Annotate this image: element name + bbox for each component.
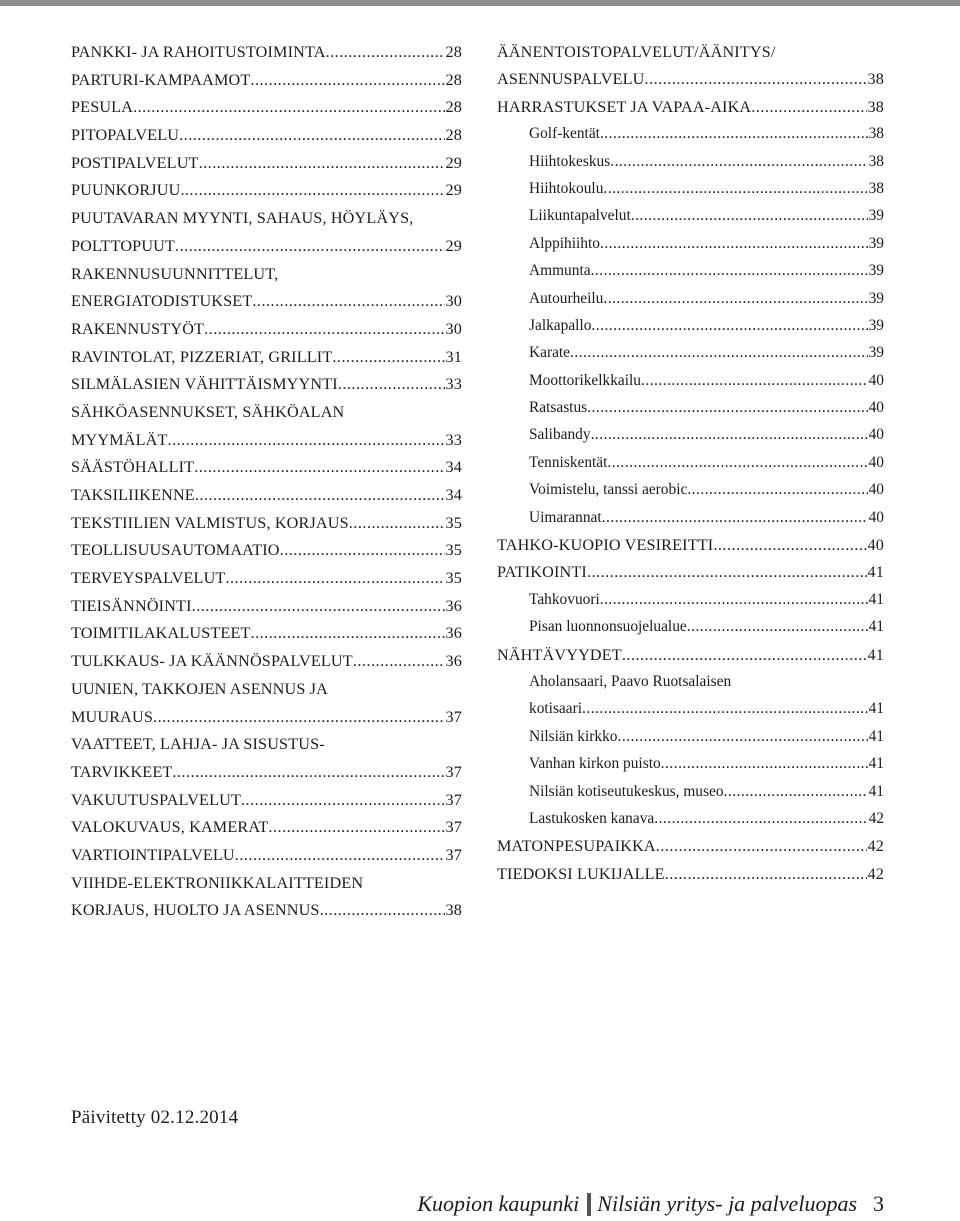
toc-entry-label: TAKSILIIKENNE bbox=[71, 486, 195, 504]
toc-page-number: 42 bbox=[867, 837, 884, 856]
toc-entry bbox=[71, 232, 462, 260]
toc-entry-label: VARTIOINTIPALVELU bbox=[71, 845, 235, 864]
toc-page-number: 39 bbox=[868, 289, 884, 307]
toc-leader-dots bbox=[661, 750, 868, 778]
toc-page-number: 37 bbox=[445, 845, 462, 864]
toc-entry-label: TIEISÄNNÖINTI bbox=[71, 596, 192, 615]
toc-leader-dots bbox=[320, 896, 445, 924]
toc-entry-label: Autourheilu bbox=[529, 289, 604, 307]
page-number: 3 bbox=[873, 1191, 884, 1216]
toc-leader-dots bbox=[179, 121, 444, 149]
toc-entry bbox=[71, 786, 462, 814]
toc-leader-dots bbox=[618, 723, 868, 751]
toc-page-number: 39 bbox=[868, 316, 884, 334]
toc-leader-dots bbox=[641, 367, 868, 395]
toc-leader-dots bbox=[250, 66, 444, 94]
toc-entry bbox=[497, 38, 884, 65]
toc-leader-dots bbox=[602, 504, 868, 532]
footer-city: Kuopion kaupunki bbox=[417, 1191, 580, 1216]
toc-subentry bbox=[497, 723, 884, 750]
toc-entry bbox=[71, 869, 462, 897]
toc-leader-dots bbox=[326, 38, 445, 66]
toc-entry-label: SILMÄLASIEN VÄHITTÄISMYYNTI bbox=[71, 375, 338, 394]
toc-entry bbox=[497, 641, 884, 668]
toc-leader-dots bbox=[153, 703, 444, 731]
toc-page-number: 41 bbox=[868, 727, 884, 745]
toc-entry bbox=[71, 66, 462, 94]
toc-page-number: 35 bbox=[445, 513, 462, 532]
toc-page-number: 41 bbox=[867, 563, 884, 582]
toc-entry-label: TOIMITILAKALUSTEET bbox=[71, 624, 251, 643]
toc-entry-label: VAATTEET, LAHJA- JA SISUSTUS- bbox=[71, 735, 325, 754]
toc-subentry bbox=[497, 230, 884, 257]
toc-entry bbox=[71, 592, 462, 620]
toc-page-number: 28 bbox=[445, 43, 462, 61]
toc-leader-dots bbox=[687, 476, 867, 504]
toc-subentry bbox=[497, 120, 884, 147]
toc-page-number: 37 bbox=[445, 762, 462, 781]
toc-page-number: 37 bbox=[445, 790, 462, 809]
toc-page-number: 40 bbox=[868, 453, 884, 471]
toc-entry-label: Uimarannat bbox=[529, 508, 602, 526]
footer-separator bbox=[587, 1193, 591, 1216]
toc-leader-dots bbox=[591, 421, 868, 449]
toc-entry-label: Nilsiän kotiseutukeskus, museo bbox=[529, 782, 724, 800]
toc-leader-dots bbox=[133, 93, 444, 121]
toc-leader-dots bbox=[338, 370, 445, 398]
toc-leader-dots bbox=[603, 175, 867, 203]
toc-page-number: 28 bbox=[445, 70, 462, 89]
toc-entry-label: TEKSTIILIEN VALMISTUS, KORJAUS bbox=[71, 513, 349, 532]
toc-page-number: 38 bbox=[867, 97, 884, 116]
toc-entry-label: NÄHTÄVYYDET bbox=[497, 645, 622, 664]
toc-leader-dots bbox=[180, 176, 444, 204]
toc-entry bbox=[71, 204, 462, 232]
toc-leader-dots bbox=[587, 558, 867, 586]
toc-entry-label: HARRASTUKSET JA VAPAA-AIKA bbox=[497, 97, 752, 116]
toc-entry bbox=[71, 426, 462, 454]
toc-entry-label: VAKUUTUSPALVELUT bbox=[71, 790, 241, 809]
updated-date: Päivitetty 02.12.2014 bbox=[71, 1107, 239, 1128]
toc-page-number: 42 bbox=[868, 809, 884, 827]
toc-entry-label: ASENNUSPALVELU bbox=[497, 70, 645, 89]
toc-right-column bbox=[497, 38, 884, 887]
toc-leader-dots bbox=[713, 531, 866, 559]
toc-subentry bbox=[497, 750, 884, 777]
toc-subentry bbox=[497, 504, 884, 531]
toc-page-number: 29 bbox=[445, 236, 462, 255]
toc-page-number: 40 bbox=[867, 536, 884, 555]
toc-entry-label: Aholansaari, Paavo Ruotsalaisen bbox=[529, 672, 732, 690]
toc-entry-label: Liikuntapalvelut bbox=[529, 207, 631, 225]
toc-entry bbox=[71, 564, 462, 592]
toc-subentry bbox=[497, 312, 884, 339]
toc-entry-label: Voimistelu, tanssi aerobic bbox=[529, 481, 688, 499]
toc-entry bbox=[497, 65, 884, 92]
toc-entry-label: PUUTAVARAN MYYNTI, SAHAUS, HÖYLÄYS, bbox=[71, 209, 414, 228]
toc-page-number: 38 bbox=[445, 901, 462, 920]
toc-leader-dots bbox=[168, 426, 445, 454]
toc-entry-label: RAKENNUSTYÖT bbox=[71, 319, 205, 338]
toc-page-number: 38 bbox=[868, 152, 884, 170]
page-footer bbox=[417, 1191, 884, 1217]
toc-entry-label: PITOPALVELU bbox=[71, 126, 180, 145]
toc-entry bbox=[71, 536, 462, 564]
toc-entry bbox=[71, 38, 462, 66]
toc-page-number: 28 bbox=[445, 126, 462, 145]
toc-entry-label: PESULA bbox=[71, 98, 134, 117]
toc-entry bbox=[497, 93, 884, 120]
toc-entry bbox=[71, 260, 462, 288]
toc-leader-dots bbox=[631, 202, 868, 230]
toc-subentry bbox=[497, 476, 884, 503]
toc-entry-label: VIIHDE-ELEKTRONIIKKALAITTEIDEN bbox=[71, 873, 364, 892]
toc-page-number: 42 bbox=[867, 864, 884, 883]
toc-leader-dots bbox=[665, 860, 867, 888]
toc-leader-dots bbox=[607, 449, 867, 477]
toc-page-number: 35 bbox=[445, 569, 462, 588]
toc-leader-dots bbox=[241, 786, 445, 814]
toc-page-number: 41 bbox=[868, 700, 884, 718]
toc-subentry bbox=[497, 805, 884, 832]
toc-leader-dots bbox=[192, 592, 445, 620]
toc-page-number: 33 bbox=[445, 375, 462, 394]
toc-entry bbox=[71, 121, 462, 149]
toc-page-number: 34 bbox=[445, 486, 462, 504]
toc-page-number: 39 bbox=[868, 234, 884, 252]
toc-page-number: 36 bbox=[445, 624, 462, 643]
toc-leader-dots bbox=[349, 509, 445, 537]
toc-entry-label: PARTURI-KAMPAAMOT bbox=[71, 70, 251, 89]
toc-subentry bbox=[497, 695, 884, 722]
toc-page-number: 36 bbox=[445, 652, 462, 671]
toc-entry-label: Salibandy bbox=[529, 426, 591, 444]
toc-entry bbox=[71, 509, 462, 537]
toc-subentry bbox=[497, 202, 884, 229]
toc-entry-label: RAKENNUSUUNNITTELUT, bbox=[71, 264, 279, 283]
toc-leader-dots bbox=[622, 641, 867, 669]
toc-entry-label: MATONPESUPAIKKA bbox=[497, 837, 656, 856]
toc-page-number: 39 bbox=[868, 262, 884, 280]
toc-leader-dots bbox=[610, 148, 867, 176]
toc-page-number: 41 bbox=[868, 618, 884, 636]
toc-entry-label: Lastukosken kanava bbox=[529, 809, 655, 827]
toc-entry-label: Vanhan kirkon puisto bbox=[529, 755, 661, 773]
toc-entry bbox=[71, 758, 462, 786]
toc-leader-dots bbox=[751, 93, 866, 121]
toc-leader-dots bbox=[175, 232, 444, 260]
toc-entry-label: Golf-kentät bbox=[529, 125, 600, 143]
toc-subentry bbox=[497, 367, 884, 394]
toc-entry-label: TEOLLISUUSAUTOMAATIO bbox=[71, 541, 280, 560]
toc-entry-label: Moottorikelkkailu bbox=[529, 371, 641, 389]
toc-subentry bbox=[497, 394, 884, 421]
toc-entry-label: TERVEYSPALVELUT bbox=[71, 569, 226, 588]
toc-entry bbox=[71, 398, 462, 426]
toc-leader-dots bbox=[353, 647, 445, 675]
toc-entry-label: UUNIEN, TAKKOJEN ASENNUS JA bbox=[71, 679, 328, 698]
toc-entry-label: ÄÄNENTOISTOPALVELUT/ÄÄNITYS/ bbox=[497, 43, 776, 61]
toc-entry-label: MUURAUS bbox=[71, 707, 154, 726]
toc-entry bbox=[71, 675, 462, 703]
toc-leader-dots bbox=[600, 120, 868, 148]
toc-entry-label: SÄHKÖASENNUKSET, SÄHKÖALAN bbox=[71, 402, 345, 421]
toc-entry bbox=[71, 619, 462, 647]
toc-page-number: 36 bbox=[445, 596, 462, 615]
toc-page-number: 33 bbox=[445, 430, 462, 449]
toc-subentry bbox=[497, 778, 884, 805]
toc-entry-label: MYYMÄLÄT bbox=[71, 430, 168, 449]
toc-leader-dots bbox=[332, 343, 444, 371]
toc-page-number: 40 bbox=[868, 508, 884, 526]
footer-guide-title: Nilsiän yritys- ja palveluopas bbox=[597, 1191, 857, 1216]
toc-page-number: 38 bbox=[868, 179, 884, 197]
toc-entry bbox=[71, 343, 462, 371]
toc-entry bbox=[71, 813, 462, 841]
toc-left-column bbox=[71, 38, 462, 924]
toc-entry-label: ENERGIATODISTUKSET bbox=[71, 292, 253, 311]
toc-leader-dots bbox=[582, 695, 868, 723]
toc-leader-dots bbox=[280, 536, 445, 564]
toc-entry bbox=[71, 647, 462, 675]
toc-entry-label: PANKKI- JA RAHOITUSTOIMINTA bbox=[71, 43, 326, 61]
toc-subentry bbox=[497, 613, 884, 640]
toc-subentry bbox=[497, 285, 884, 312]
toc-entry-label: Tenniskentät bbox=[529, 453, 608, 471]
toc-leader-dots bbox=[172, 758, 444, 786]
toc-entry-label: Hiihtokoulu bbox=[529, 179, 604, 197]
toc-entry bbox=[497, 832, 884, 859]
toc-entry-label: Karate bbox=[529, 344, 571, 362]
toc-entry-label: POLTTOPUUT bbox=[71, 236, 176, 255]
toc-leader-dots bbox=[195, 481, 445, 509]
toc-entry-label: POSTIPALVELUT bbox=[71, 153, 199, 172]
toc-page-number: 35 bbox=[445, 541, 462, 560]
toc-entry-label: Alppihiihto bbox=[529, 234, 600, 252]
toc-leader-dots bbox=[235, 841, 445, 869]
toc-entry bbox=[71, 370, 462, 398]
toc-page-number: 37 bbox=[445, 707, 462, 726]
toc-leader-dots bbox=[645, 65, 867, 93]
toc-entry-label: Nilsiän kirkko bbox=[529, 727, 618, 745]
toc-entry-label: PUUNKORJUU bbox=[71, 181, 181, 200]
toc-entry-label: SÄÄSTÖHALLIT bbox=[71, 458, 195, 477]
toc-entry-label: Hiihtokeskus bbox=[529, 152, 611, 170]
toc-entry-label: TULKKAUS- JA KÄÄNNÖSPALVELUT bbox=[71, 652, 353, 671]
toc-page-number: 29 bbox=[445, 181, 462, 200]
toc-page-number: 28 bbox=[445, 98, 462, 117]
toc-leader-dots bbox=[225, 564, 444, 592]
toc-entry bbox=[71, 481, 462, 509]
toc-entry-label: TARVIKKEET bbox=[71, 762, 173, 781]
toc-subentry bbox=[497, 148, 884, 175]
toc-entry-label: Ratsastus bbox=[529, 399, 588, 417]
toc-page-number: 38 bbox=[867, 70, 884, 89]
toc-subentry bbox=[497, 175, 884, 202]
toc-entry bbox=[71, 315, 462, 343]
toc-leader-dots bbox=[656, 832, 867, 860]
toc-page-number: 41 bbox=[868, 782, 884, 800]
toc-entry-label: kotisaari bbox=[529, 700, 582, 718]
toc-entry bbox=[497, 558, 884, 585]
toc-page-number: 40 bbox=[868, 371, 884, 389]
toc-entry bbox=[71, 149, 462, 177]
toc-subentry bbox=[497, 586, 884, 613]
toc-page-number: 41 bbox=[867, 645, 884, 664]
toc-subentry bbox=[497, 668, 884, 695]
toc-entry-label: VALOKUVAUS, KAMERAT bbox=[71, 818, 269, 837]
toc-leader-dots bbox=[654, 805, 867, 833]
toc-leader-dots bbox=[603, 285, 867, 313]
toc-leader-dots bbox=[251, 619, 445, 647]
toc-leader-dots bbox=[687, 613, 868, 641]
toc-entry-label: Jalkapallo bbox=[529, 316, 592, 334]
toc-entry bbox=[497, 860, 884, 887]
toc-entry bbox=[71, 93, 462, 121]
toc-leader-dots bbox=[194, 453, 444, 481]
toc-entry-label: TIEDOKSI LUKIJALLE bbox=[497, 864, 665, 883]
toc-page-number: 39 bbox=[868, 344, 884, 362]
toc-page-number: 34 bbox=[445, 458, 462, 477]
toc-leader-dots bbox=[724, 778, 868, 806]
toc-leader-dots bbox=[252, 287, 444, 315]
toc-entry-label: KORJAUS, HUOLTO JA ASENNUS bbox=[71, 901, 320, 920]
toc-page-number: 40 bbox=[868, 399, 884, 417]
toc-entry-label: Pisan luonnonsuojelualue bbox=[529, 618, 687, 636]
toc-leader-dots bbox=[204, 315, 444, 343]
toc-leader-dots bbox=[587, 394, 867, 422]
toc-entry-label: PATIKOINTI bbox=[497, 563, 587, 582]
toc-subentry bbox=[497, 257, 884, 284]
toc-entry bbox=[71, 730, 462, 758]
toc-page-number: 40 bbox=[868, 481, 884, 499]
toc-leader-dots bbox=[600, 586, 868, 614]
toc-page-number: 30 bbox=[445, 292, 462, 311]
toc-leader-dots bbox=[591, 257, 868, 285]
toc-page-number: 30 bbox=[445, 319, 462, 338]
toc-page-number: 37 bbox=[445, 818, 462, 837]
toc-leader-dots bbox=[199, 149, 445, 177]
toc-page-number: 29 bbox=[445, 153, 462, 172]
toc-entry bbox=[71, 453, 462, 481]
toc-page-number: 40 bbox=[868, 426, 884, 444]
toc-entry-label: TAHKO-KUOPIO VESIREITTI bbox=[497, 536, 714, 555]
toc-entry-label: Tahkovuori bbox=[529, 590, 600, 608]
toc-page-number: 41 bbox=[868, 755, 884, 773]
toc-page-number: 31 bbox=[445, 347, 462, 366]
toc-leader-dots bbox=[268, 813, 444, 841]
toc-entry bbox=[497, 531, 884, 558]
toc-entry bbox=[71, 703, 462, 731]
top-rule bbox=[0, 0, 960, 6]
toc-entry bbox=[71, 896, 462, 924]
toc-entry bbox=[71, 841, 462, 869]
toc-subentry bbox=[497, 339, 884, 366]
toc-page-number: 39 bbox=[868, 207, 884, 225]
toc-subentry bbox=[497, 449, 884, 476]
toc-entry bbox=[71, 176, 462, 204]
toc-leader-dots bbox=[570, 339, 868, 367]
toc-entry bbox=[71, 287, 462, 315]
toc-entry-label: RAVINTOLAT, PIZZERIAT, GRILLIT bbox=[71, 347, 333, 366]
toc-page-number: 41 bbox=[868, 590, 884, 608]
toc-subentry bbox=[497, 421, 884, 448]
toc-leader-dots bbox=[591, 312, 867, 340]
toc-leader-dots bbox=[600, 230, 868, 258]
toc-page-number: 38 bbox=[868, 125, 884, 143]
toc-entry-label: Ammunta bbox=[529, 262, 591, 280]
